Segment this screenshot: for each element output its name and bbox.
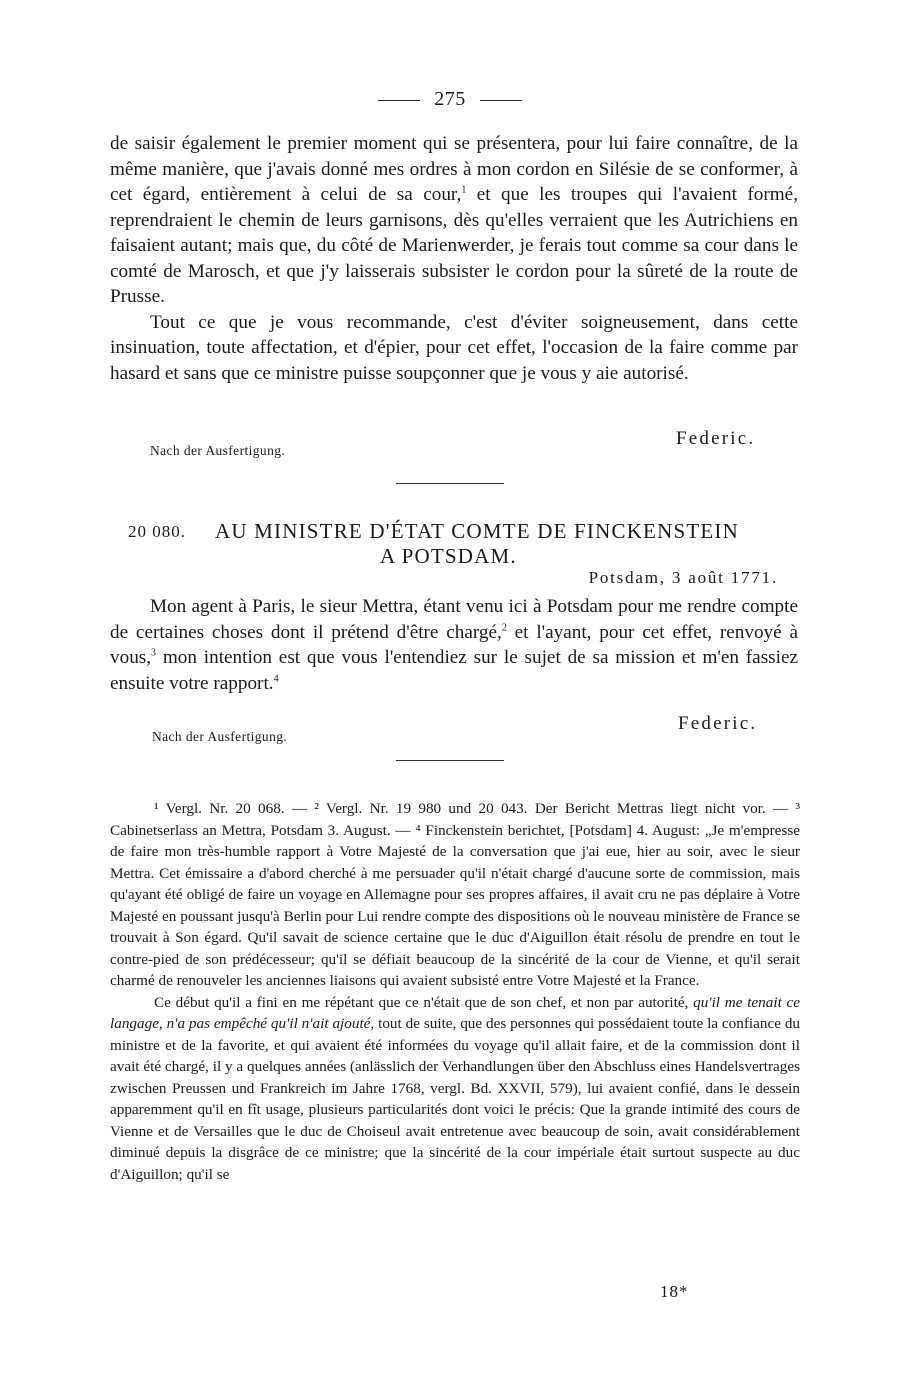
letter2-text-c: mon intention est que vous l'entendiez sur le sujet de sa mission et m'en fassiez ensuite votre rapport. bbox=[110, 647, 798, 694]
section-divider-1 bbox=[396, 483, 504, 484]
letter1-signature: Federic. bbox=[676, 428, 756, 449]
letter2-source-note: Nach der Ausfertigung. bbox=[152, 729, 288, 744]
footnote-ref-4: 4 bbox=[273, 673, 279, 685]
letter2-number: 20 080. bbox=[128, 522, 186, 541]
header-dash-left bbox=[378, 100, 420, 101]
footnote-p2-text-a: Ce début qu'il a fini en me répétant que ce n'était que de son chef, et non par autorité, bbox=[154, 993, 694, 1011]
footnote-p2-text-b: tout de suite, que des personnes qui possédaient toute la confiance du ministre et de la favorite, et qui avaient été informées du voyage qu'il allait faire, et de la commission dont il avait été chargé, il y a quelques années (anlässlich der Verhandlungen über den Abschluss eines Handelsvertrages zwischen Preussen und Frankreich im Jahre 1768, vergl. Bd. XXVII, 579), lui avaient confié, dans le dessein apparemment qu'il en fît usage, plusieurs particularités dont voici le précis: Que la grande intimité des cours de Vienne et de Versailles que le duc de Choiseul avait entretenue avec beaucoup de soin, avait considérablement diminué depuis la disgrâce de ce ministre; que la sincérité de la cour impériale était surtout suspecte au duc d'Aiguillon; qu'il se bbox=[110, 1015, 801, 1183]
letter1-body bbox=[110, 131, 798, 386]
letter1-para1-cont: et que les troupes qui l'avaient formé, reprendraient le chemin de leurs garnisons, dès qu'elles verraient que les Autrichiens en faisaient autant; mais que, du côté de Marienwerder, je ferais tout comme sa cour dans le comté de Marosch, et que j'y laisserais subsister le cordon pour la sûreté de la route de Prusse. bbox=[110, 184, 798, 307]
page-number: 275 bbox=[434, 88, 466, 110]
letter2-body bbox=[110, 594, 798, 696]
letter2-heading-line2: A POTSDAM. bbox=[380, 544, 517, 568]
signature-mark: 18* bbox=[660, 1282, 689, 1301]
footnote-p2-italic: qu'il me tenait ce langage, n'a pas empêché qu'il n'ait ajouté, bbox=[110, 993, 801, 1032]
footnote-ref-1: 1 bbox=[461, 184, 467, 196]
letter2-signature: Federic. bbox=[678, 713, 758, 734]
letter1-para1-text: de saisir également le premier moment qui se présentera, pour lui faire connaître, de la même manière, que j'avais donné mes ordres à mon cordon en Silésie de se conformer, à cet égard, entièrement à celui de sa cour, bbox=[110, 133, 798, 205]
letter2-text-a: Mon agent à Paris, le sieur Mettra, étant venu ici à Potsdam pour me rendre compte de certaines choses dont il prétend d'être chargé, bbox=[110, 596, 798, 643]
letter1-paragraph-2: Tout ce que je vous recommande, c'est d'éviter soigneusement, dans cette insinuation, toute affectation, et d'épier, pour cet effet, l'occasion de la faire comme par hasard et sans que ce ministre puisse soupçonner que je vous y aie autorisé. bbox=[110, 311, 798, 384]
letter2-paragraph bbox=[110, 594, 798, 696]
page-header bbox=[0, 88, 900, 111]
letter1-paragraph-1 bbox=[110, 131, 798, 310]
section-divider-2 bbox=[396, 760, 504, 761]
letter2-text-b: et l'ayant, pour cet effet, renvoyé à vous, bbox=[110, 621, 798, 668]
footnote-paragraph-2 bbox=[110, 992, 800, 1186]
letter2-date: Potsdam, 3 août 1771. bbox=[588, 568, 778, 587]
footnotes-block bbox=[110, 798, 800, 1185]
header-dash-right bbox=[480, 100, 522, 101]
footnote-ref-2: 2 bbox=[501, 622, 507, 634]
letter2-heading-line1: AU MINISTRE D'ÉTAT COMTE DE FINCKENSTEIN bbox=[215, 519, 739, 543]
footnote-paragraph-1: ¹ Vergl. Nr. 20 068. — ² Vergl. Nr. 19 980 und 20 043. Der Bericht Mettras liegt nicht vor. — ³ Cabinetserlass an Mettra, Potsdam 3. August. — ⁴ Finckenstein berichtet, [Potsdam] 4. August: „Je m'empresse de faire mon très-humble rapport à Votre Majesté de la conversation que j'ai eue, hier au soir, avec le sieur Mettra. Cet émissaire a d'abord cherché à me persuader qu'il n'était chargé d'aucune sorte de commission, mais qu'ayant été obligé de faire un voyage en Allemagne pour ses propres affaires, il avait cru ne pas déplaire à Votre Majesté en poussant jusqu'à Berlin pour Lui rendre compte des dispositions où le nouveau ministère de France se trouvait à Son égard. Qu'il savait de science certaine que le duc d'Aiguillon était résolu de prendre en tout le contre-pied de son prédécesseur; qu'il se défiait beaucoup de la sincérité de la cour de Vienne, et qu'il serait charmé de renouveler les anciennes liaisons qui avaient subsisté entre Votre Majesté et la France. bbox=[110, 800, 800, 989]
letter1-source-note: Nach der Ausfertigung. bbox=[150, 443, 286, 458]
footnote-ref-3: 3 bbox=[151, 647, 157, 659]
